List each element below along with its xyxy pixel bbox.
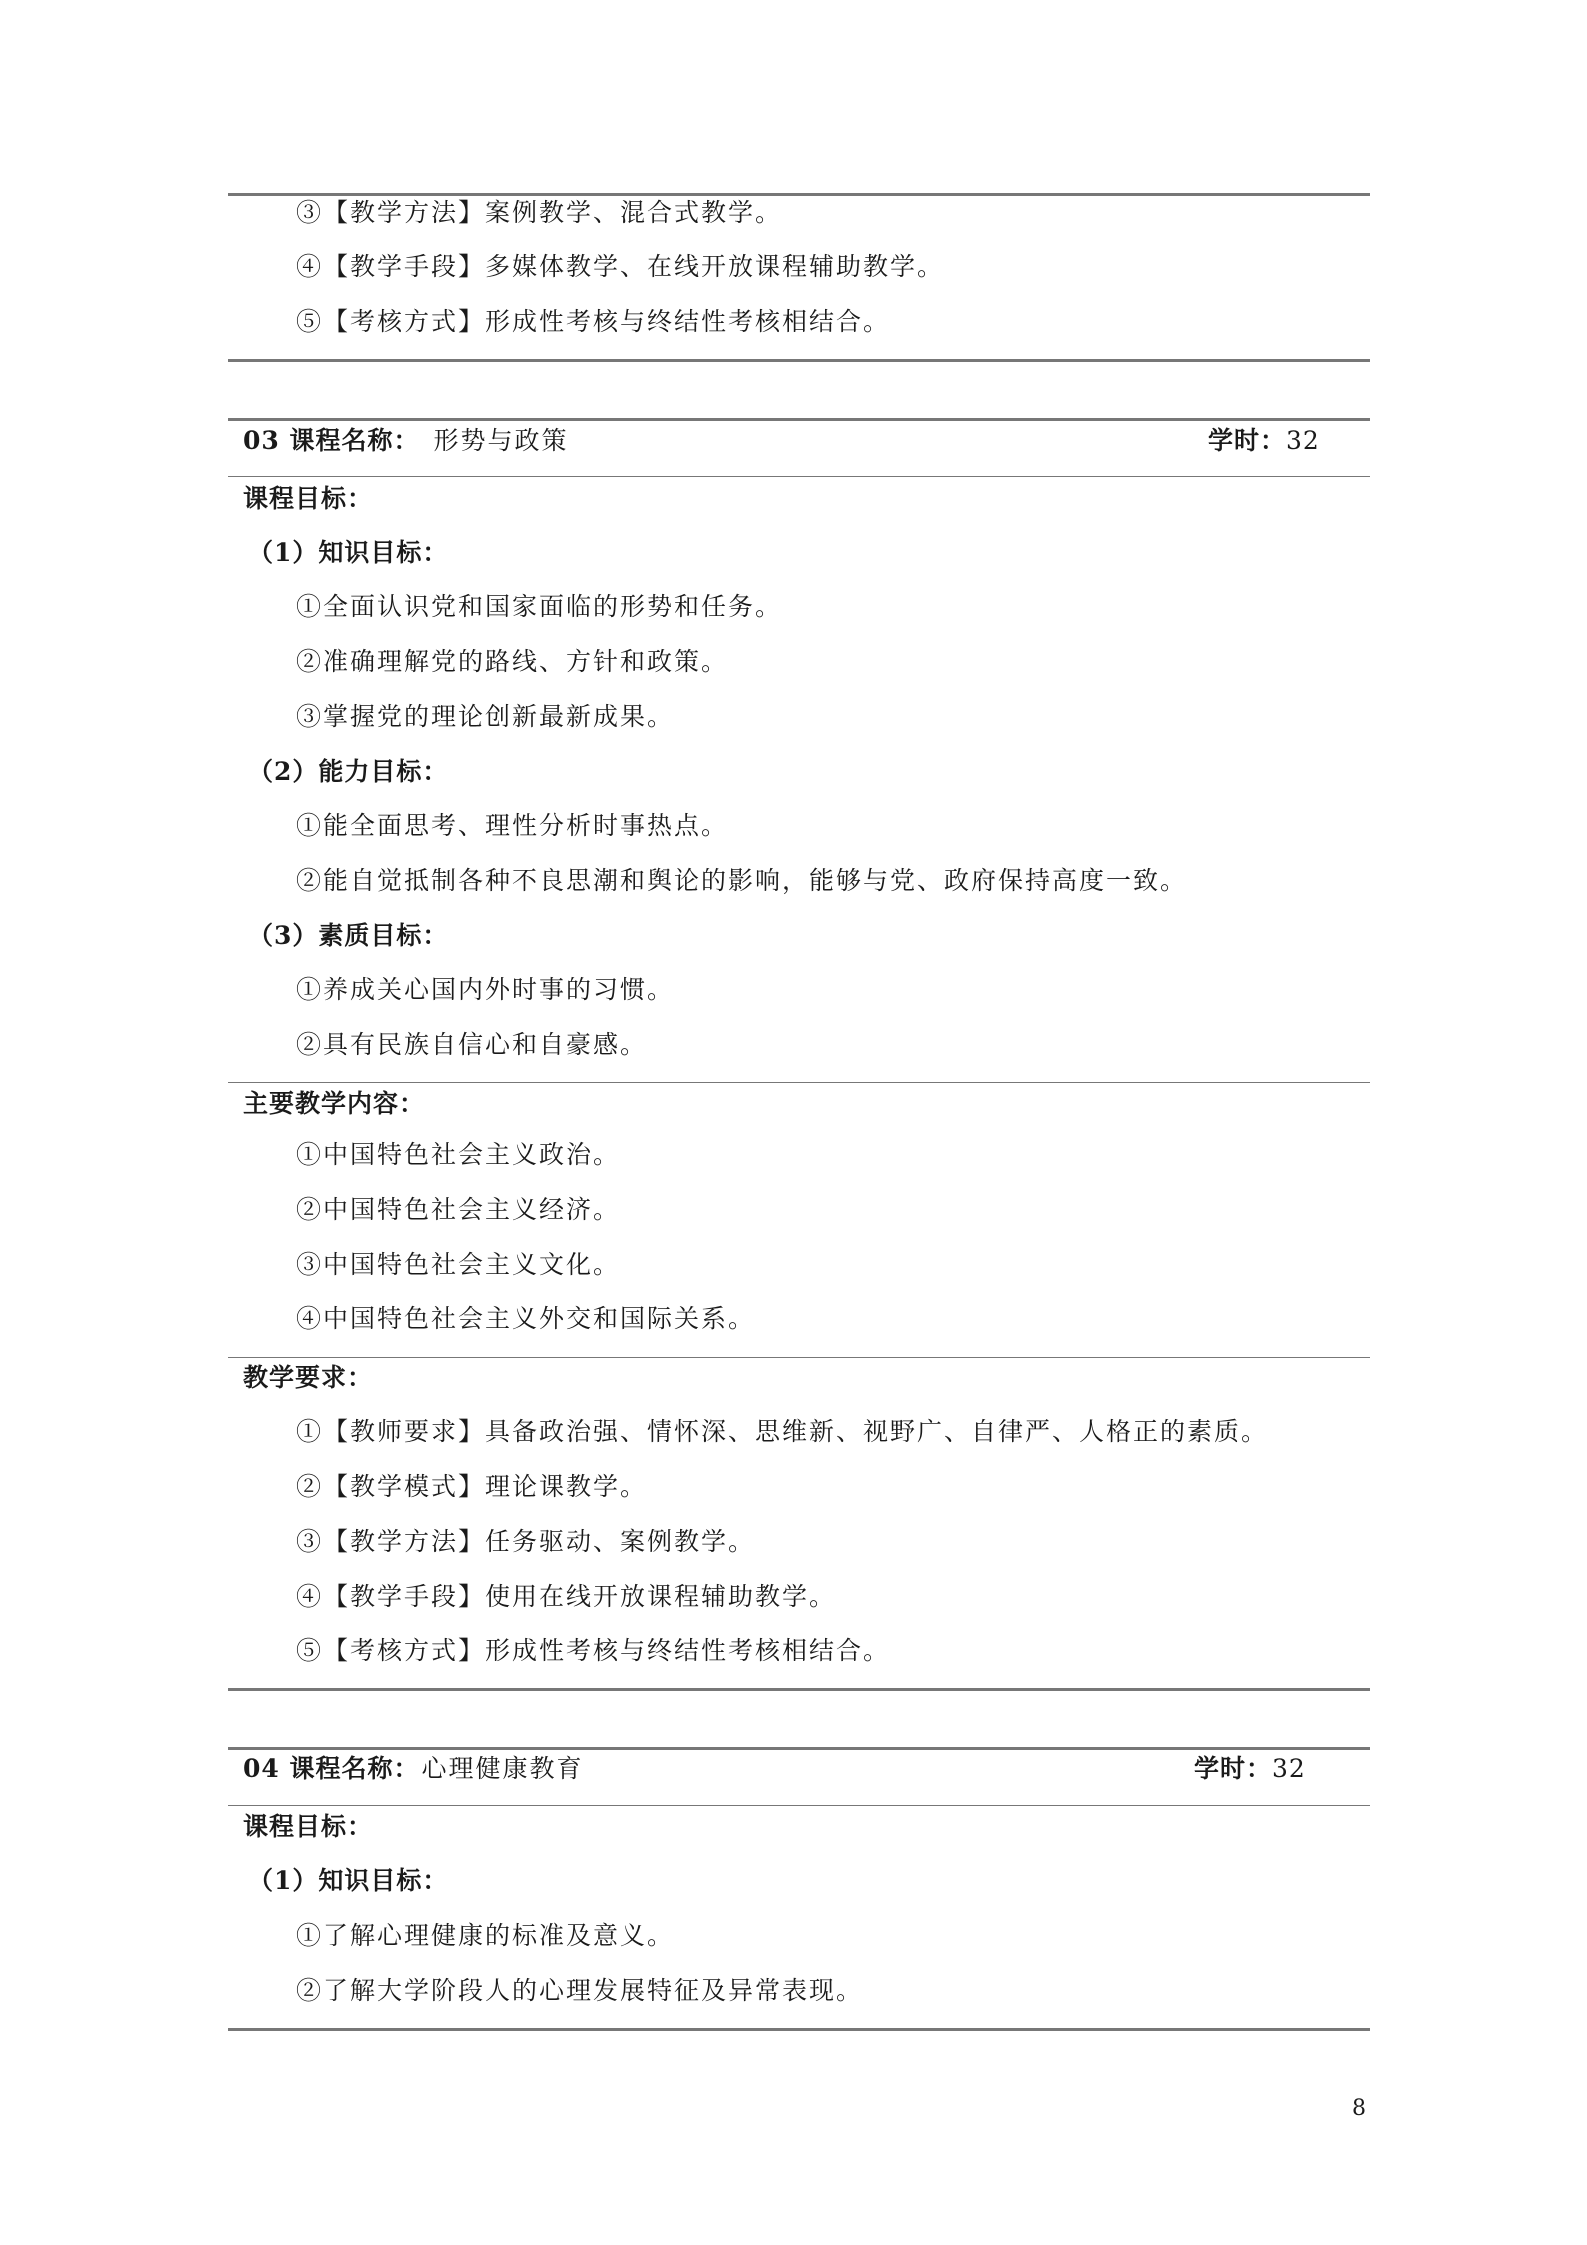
table-rule: [228, 1688, 1370, 1691]
requirements-heading: 教学要求：: [243, 1363, 374, 1392]
quality-item: ②具有民族自信心和自豪感。: [296, 1030, 648, 1059]
ability-item: ①能全面思考、理性分析时事热点。: [296, 811, 729, 840]
table-rule: [228, 476, 1370, 477]
goals-heading: 课程目标：: [243, 484, 374, 513]
table-rule: [228, 1357, 1370, 1358]
goals-heading: 课程目标：: [243, 1812, 374, 1841]
knowledge-heading: （1）知识目标：: [248, 1866, 449, 1895]
course-03-title: [243, 425, 569, 457]
table-rule: [228, 193, 1370, 196]
knowledge-item: ②了解大学阶段人的心理发展特征及异常表现。: [296, 1976, 864, 2005]
table-rule: [228, 1805, 1370, 1806]
course-03-hours: [1208, 425, 1320, 457]
table-rule: [228, 1082, 1370, 1083]
requirement-item: ④【教学手段】多媒体教学、在线开放课程辅助教学。: [296, 252, 945, 281]
content-heading: 主要教学内容：: [243, 1089, 426, 1118]
hours-label: 学时：: [1194, 1754, 1273, 1783]
requirement-item: ③【教学方法】任务驱动、案例教学。: [296, 1527, 756, 1556]
quality-item: ①养成关心国内外时事的习惯。: [296, 975, 675, 1004]
hours-value: 32: [1272, 1754, 1306, 1783]
requirement-item: ⑤【考核方式】形成性考核与终结性考核相结合。: [296, 1636, 891, 1665]
course-name: 形势与政策: [433, 426, 569, 455]
requirement-item: ④【教学手段】使用在线开放课程辅助教学。: [296, 1582, 837, 1611]
quality-heading: （3）素质目标：: [248, 921, 449, 950]
content-item: ④中国特色社会主义外交和国际关系。: [296, 1304, 756, 1333]
table-rule: [228, 2028, 1370, 2031]
course-name: 心理健康教育: [421, 1754, 584, 1783]
knowledge-heading: （1）知识目标：: [248, 538, 449, 567]
table-rule: [228, 1747, 1370, 1750]
course-name-label: 03 课程名称：: [243, 426, 420, 455]
content-item: ③中国特色社会主义文化。: [296, 1250, 621, 1279]
table-rule: [228, 418, 1370, 421]
table-rule: [228, 359, 1370, 362]
content-item: ①中国特色社会主义政治。: [296, 1140, 621, 1169]
content-item: ②中国特色社会主义经济。: [296, 1195, 621, 1224]
knowledge-item: ①了解心理健康的标准及意义。: [296, 1921, 675, 1950]
page-number: 8: [1352, 2096, 1366, 2121]
requirement-item: ①【教师要求】具备政治强、情怀深、思维新、视野广、自律严、人格正的素质。: [296, 1417, 1269, 1446]
knowledge-item: ①全面认识党和国家面临的形势和任务。: [296, 592, 783, 621]
course-04-title: [243, 1753, 584, 1785]
knowledge-item: ②准确理解党的路线、方针和政策。: [296, 647, 729, 676]
course-04-hours: [1194, 1753, 1306, 1785]
knowledge-item: ③掌握党的理论创新最新成果。: [296, 702, 675, 731]
requirement-item: ⑤【考核方式】形成性考核与终结性考核相结合。: [296, 307, 891, 336]
requirement-item: ②【教学模式】理论课教学。: [296, 1472, 648, 1501]
requirement-item: ③【教学方法】案例教学、混合式教学。: [296, 198, 783, 227]
ability-heading: （2）能力目标：: [248, 757, 449, 786]
ability-item: ②能自觉抵制各种不良思潮和舆论的影响，能够与党、政府保持高度一致。: [296, 866, 1188, 895]
hours-value: 32: [1286, 426, 1320, 455]
course-name-label: 04 课程名称：: [243, 1754, 420, 1783]
hours-label: 学时：: [1208, 426, 1287, 455]
